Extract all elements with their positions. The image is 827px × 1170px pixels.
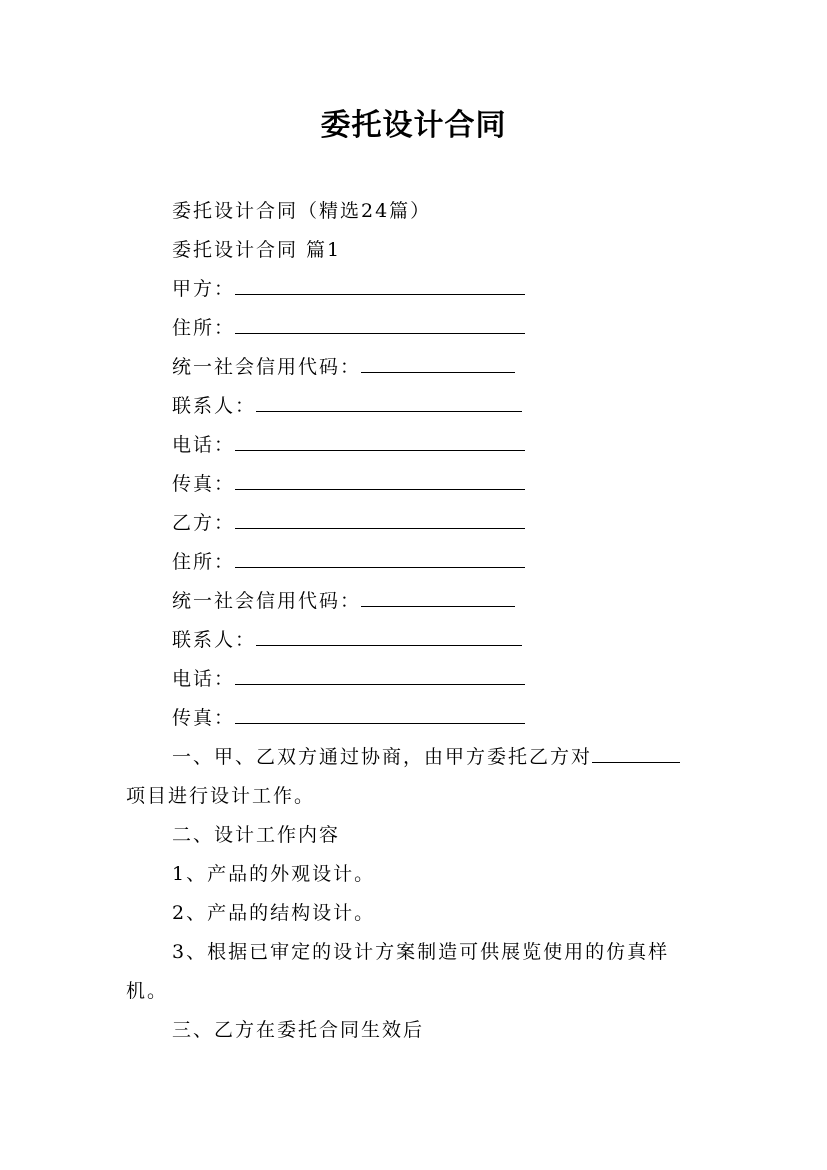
party-b-contact-blank	[256, 627, 522, 646]
party-a-address-label: 住所：	[172, 317, 236, 339]
party-a-fax-blank	[235, 471, 525, 490]
party-b-phone-blank	[235, 666, 525, 685]
party-b-credit-code-blank	[361, 588, 515, 607]
clause-3-heading: 三、乙方在委托合同生效后	[172, 1019, 425, 1041]
clause-2-item-3-line-2: 机。	[126, 980, 169, 1002]
clause-2-item-3-line-1: 3、根据已审定的设计方案制造可供展览使用的仿真样	[172, 941, 670, 963]
document-title: 委托设计合同	[320, 108, 507, 143]
party-a-credit-code-label: 统一社会信用代码：	[172, 356, 362, 378]
party-a-contact-label: 联系人：	[172, 395, 257, 417]
party-a-contact-field	[172, 393, 522, 419]
party-b-address-label: 住所：	[172, 551, 236, 573]
party-a-fax-field	[172, 471, 525, 497]
party-b-blank	[235, 510, 525, 529]
party-a-credit-code-field	[172, 354, 515, 380]
party-b-credit-code-label: 统一社会信用代码：	[172, 590, 362, 612]
party-a-phone-blank	[235, 432, 525, 451]
party-b-address-blank	[235, 549, 525, 568]
party-a-address-blank	[235, 315, 525, 334]
party-a-address-field	[172, 315, 525, 341]
party-a-fax-label: 传真：	[172, 473, 236, 495]
party-a-phone-label: 电话：	[172, 434, 236, 456]
party-a-phone-field	[172, 432, 525, 458]
party-a-blank	[235, 276, 525, 295]
party-b-phone-field	[172, 666, 525, 692]
clause-2-item-1: 1、产品的外观设计。	[172, 863, 376, 885]
clause-2-item-2: 2、产品的结构设计。	[172, 902, 376, 924]
party-b-credit-code-field	[172, 588, 515, 614]
clause-2-heading: 二、设计工作内容	[172, 824, 341, 846]
party-a-field	[172, 276, 525, 302]
clause-1-line-2: 项目进行设计工作。	[126, 785, 316, 807]
party-b-field	[172, 510, 525, 536]
party-b-contact-field	[172, 627, 522, 653]
party-b-fax-field	[172, 705, 525, 731]
party-b-phone-label: 电话：	[172, 668, 236, 690]
party-b-fax-label: 传真：	[172, 707, 236, 729]
party-a-contact-blank	[256, 393, 522, 412]
party-a-label: 甲方：	[172, 278, 236, 300]
party-b-address-field	[172, 549, 525, 575]
party-b-contact-label: 联系人：	[172, 629, 257, 651]
section-heading: 委托设计合同 篇1	[172, 239, 342, 261]
party-b-label: 乙方：	[172, 512, 236, 534]
party-a-credit-code-blank	[361, 354, 515, 373]
document-subtitle: 委托设计合同（精选24篇）	[172, 200, 432, 222]
party-b-fax-blank	[235, 705, 525, 724]
clause-1-line-1	[172, 744, 680, 770]
project-name-blank	[592, 744, 680, 763]
clause-1-text: 一、甲、乙双方通过协商，由甲方委托乙方对	[172, 746, 593, 768]
